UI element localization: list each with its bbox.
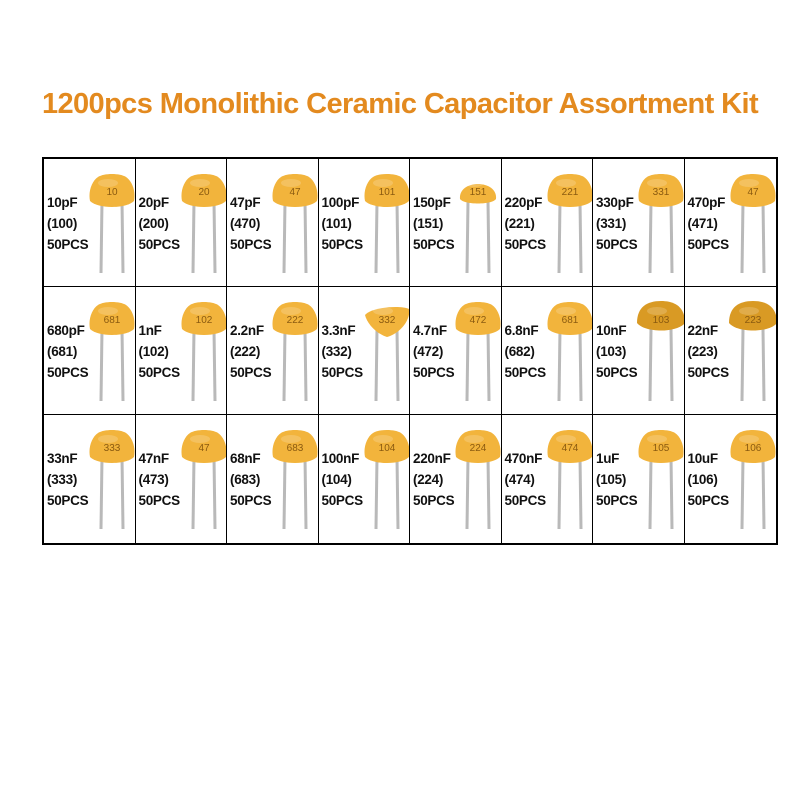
capacitor-code: (105) (596, 472, 627, 487)
capacitance-value: 10pF (47, 195, 78, 210)
quantity: 50PCS (138, 365, 180, 380)
capacitor-lead (101, 329, 102, 401)
capacitor-cell (410, 415, 502, 543)
capacitor-lead (214, 201, 215, 273)
capacitor-label (230, 448, 271, 511)
capacitor-image (452, 421, 502, 531)
capacitor-lead (467, 201, 468, 273)
capacitor-cell (136, 415, 228, 543)
capacitor-label (139, 192, 180, 255)
capacitor-lead (376, 201, 377, 273)
capacitor-image (269, 165, 319, 275)
capacitor-lead (376, 329, 377, 401)
capacitor-code: (332) (321, 344, 352, 359)
page-title: 1200pcs Monolithic Ceramic Capacitor Assortment Kit (41, 88, 759, 120)
capacitor-cell (502, 159, 594, 287)
capacitor-code: (106) (687, 472, 718, 487)
capacitance-value: 3.3nF (321, 323, 356, 338)
capacitor-code: (222) (230, 344, 261, 359)
quantity: 50PCS (687, 365, 729, 380)
capacitor-lead (214, 457, 215, 529)
capacitor-code: (471) (687, 216, 718, 231)
capacitor-cell (410, 287, 502, 415)
capacitor-lead (397, 457, 398, 529)
capacitor-lead (376, 457, 377, 529)
capacitor-cell (44, 159, 136, 287)
capacitor-cell (319, 415, 411, 543)
capacitor-lead (214, 329, 215, 401)
capacitor-code: (473) (138, 472, 169, 487)
capacitor-image (86, 421, 136, 531)
capacitor-label (505, 448, 546, 511)
capacitor-image (635, 165, 685, 275)
capacitor-lead (763, 201, 764, 273)
capacitance-value: 68nF (230, 451, 261, 466)
capacitor-code: (470) (230, 216, 261, 231)
capacitor-cell (319, 159, 411, 287)
capacitor-image (727, 421, 777, 531)
capacitor-image (361, 421, 411, 531)
capacitor-table (42, 157, 778, 545)
capacitor-lead (467, 329, 468, 401)
capacitor-marking: 47 (289, 187, 301, 198)
capacitor-lead (763, 457, 764, 529)
capacitor-marking: 333 (103, 443, 121, 454)
capacitor-cell (593, 287, 685, 415)
capacitor-code: (103) (596, 344, 627, 359)
capacitor-label (139, 448, 180, 511)
capacitor-lead (305, 201, 306, 273)
quantity: 50PCS (321, 493, 363, 508)
capacitor-marking: 101 (378, 187, 395, 198)
capacitor-label (596, 320, 637, 383)
capacitor-lead (671, 329, 672, 401)
capacitor-image (635, 293, 685, 403)
capacitor-lead (284, 329, 285, 401)
capacitor-marking: 221 (561, 187, 578, 198)
capacitance-value: 10nF (596, 323, 627, 338)
capacitor-label (413, 192, 454, 255)
capacitor-code: (682) (504, 344, 535, 359)
capacitance-value: 1nF (138, 323, 162, 338)
capacitor-lead (580, 201, 581, 273)
capacitor-code: (151) (413, 216, 444, 231)
capacitor-cell (136, 159, 228, 287)
capacitor-marking: 106 (744, 443, 761, 454)
quantity: 50PCS (47, 365, 89, 380)
capacitor-code: (221) (504, 216, 535, 231)
capacitor-cell (136, 287, 228, 415)
capacitance-value: 22nF (687, 323, 718, 338)
quantity: 50PCS (321, 365, 363, 380)
capacitor-lead (305, 457, 306, 529)
capacitance-value: 150pF (413, 195, 451, 210)
capacitor-image (452, 293, 502, 403)
capacitance-value: 33nF (47, 451, 78, 466)
capacitance-value: 470pF (687, 195, 726, 210)
quantity: 50PCS (687, 237, 729, 252)
capacitor-code: (474) (504, 472, 535, 487)
capacitor-code: (104) (321, 472, 352, 487)
capacitor-image (269, 421, 319, 531)
capacitor-label (596, 448, 637, 511)
capacitor-lead (284, 457, 285, 529)
capacitor-marking: 683 (286, 443, 304, 454)
capacitor-image (544, 421, 594, 531)
capacitor-lead (397, 201, 398, 273)
capacitor-cell (319, 287, 411, 415)
capacitor-lead (650, 457, 651, 529)
quantity: 50PCS (596, 493, 638, 508)
capacitor-cell (410, 159, 502, 287)
quantity: 50PCS (138, 237, 180, 252)
capacitor-cell (685, 415, 777, 543)
capacitor-code: (683) (230, 472, 261, 487)
capacitor-marking: 472 (469, 315, 487, 326)
capacitor-marking: 222 (286, 315, 304, 326)
capacitor-label (47, 192, 88, 255)
capacitor-lead (671, 457, 672, 529)
capacitor-code: (472) (413, 344, 444, 359)
capacitor-marking: 224 (469, 443, 487, 454)
capacitor-lead (559, 457, 560, 529)
capacitor-marking: 104 (378, 443, 395, 454)
capacitor-image (544, 293, 594, 403)
capacitor-marking: 102 (195, 315, 212, 326)
capacitor-cell (685, 287, 777, 415)
capacitor-marking: 681 (103, 315, 121, 326)
quantity: 50PCS (47, 237, 89, 252)
capacitor-lead (101, 201, 102, 273)
capacitor-code: (100) (47, 216, 78, 231)
capacitor-image (178, 421, 228, 531)
capacitor-label (688, 448, 729, 511)
capacitor-cell (593, 159, 685, 287)
capacitor-lead (193, 329, 194, 401)
capacitor-marking: 331 (652, 187, 670, 198)
quantity: 50PCS (47, 493, 89, 508)
capacitor-marking: 105 (652, 443, 670, 454)
capacitor-code: (681) (47, 344, 78, 359)
capacitor-image (269, 293, 319, 403)
capacitor-lead (193, 201, 194, 273)
capacitor-label (505, 320, 546, 383)
capacitance-value: 47pF (230, 195, 261, 210)
capacitor-marking: 681 (561, 315, 578, 326)
capacitor-image (635, 421, 685, 531)
capacitor-cell (227, 287, 319, 415)
capacitor-label (322, 192, 363, 255)
capacitance-value: 470nF (504, 451, 543, 466)
capacitor-marking: 332 (378, 315, 395, 326)
capacitor-image (452, 165, 502, 275)
capacitor-image (727, 293, 777, 403)
capacitance-value: 10uF (687, 451, 718, 466)
capacitor-lead (742, 201, 743, 273)
capacitor-label (47, 448, 88, 511)
quantity: 50PCS (504, 493, 546, 508)
capacitor-image (178, 293, 228, 403)
capacitor-label (230, 320, 271, 383)
capacitor-lead (488, 457, 489, 529)
quantity: 50PCS (413, 237, 455, 252)
capacitance-value: 680pF (47, 323, 85, 338)
quantity: 50PCS (413, 493, 455, 508)
quantity: 50PCS (687, 493, 729, 508)
capacitor-marking: 474 (561, 443, 578, 454)
capacitor-lead (122, 457, 123, 529)
capacitor-lead (763, 329, 764, 401)
capacitance-value: 4.7nF (413, 323, 447, 338)
capacitor-marking: 103 (652, 315, 670, 326)
capacitor-label (688, 320, 729, 383)
capacitor-image (544, 165, 594, 275)
quantity: 50PCS (230, 237, 272, 252)
capacitor-lead (397, 329, 398, 401)
quantity: 50PCS (230, 493, 272, 508)
capacitor-lead (488, 329, 489, 401)
capacitor-lead (305, 329, 306, 401)
capacitor-lead (580, 329, 581, 401)
capacitance-value: 20pF (138, 195, 169, 210)
capacitance-value: 220pF (504, 195, 543, 210)
quantity: 50PCS (230, 365, 272, 380)
capacitor-label (413, 448, 454, 511)
capacitor-cell (44, 415, 136, 543)
capacitor-label (230, 192, 271, 255)
capacitance-value: 1uF (596, 451, 620, 466)
capacitor-label (413, 320, 454, 383)
capacitor-cell (44, 287, 136, 415)
capacitor-lead (122, 201, 123, 273)
capacitor-code: (223) (687, 344, 718, 359)
capacitor-lead (650, 329, 651, 401)
capacitor-label (505, 192, 546, 255)
capacitor-lead (122, 329, 123, 401)
capacitor-lead (559, 201, 560, 273)
capacitor-lead (742, 457, 743, 529)
capacitor-lead (467, 457, 468, 529)
capacitor-image (178, 165, 228, 275)
capacitor-cell (593, 415, 685, 543)
capacitor-lead (101, 457, 102, 529)
capacitor-label (596, 192, 637, 255)
quantity: 50PCS (596, 237, 638, 252)
capacitor-lead (742, 329, 743, 401)
capacitance-value: 330pF (596, 195, 634, 210)
capacitor-code: (331) (596, 216, 627, 231)
capacitor-label (322, 320, 363, 383)
capacitor-label (139, 320, 180, 383)
capacitor-marking: 10 (106, 187, 118, 198)
capacitance-value: 2.2nF (230, 323, 264, 338)
capacitor-code: (102) (138, 344, 169, 359)
capacitor-lead (193, 457, 194, 529)
capacitor-cell (685, 159, 777, 287)
capacitor-code: (200) (138, 216, 169, 231)
quantity: 50PCS (413, 365, 455, 380)
capacitance-value: 100nF (321, 451, 360, 466)
quantity: 50PCS (504, 237, 546, 252)
quantity: 50PCS (138, 493, 180, 508)
quantity: 50PCS (321, 237, 363, 252)
capacitor-image (86, 165, 136, 275)
capacitor-image (361, 293, 411, 403)
capacitor-lead (650, 201, 651, 273)
quantity: 50PCS (596, 365, 638, 380)
capacitor-marking: 151 (469, 187, 487, 198)
capacitor-code: (333) (47, 472, 78, 487)
capacitor-marking: 223 (744, 315, 761, 326)
capacitor-image (727, 165, 777, 275)
capacitor-marking: 47 (197, 443, 210, 454)
capacitance-value: 100pF (321, 195, 360, 210)
capacitor-lead (284, 201, 285, 273)
capacitor-lead (559, 329, 560, 401)
capacitor-cell (227, 159, 319, 287)
capacitor-marking: 20 (197, 187, 210, 198)
capacitor-cell (502, 287, 594, 415)
capacitor-cell (227, 415, 319, 543)
capacitor-lead (580, 457, 581, 529)
capacitor-label (322, 448, 363, 511)
capacitance-value: 6.8nF (504, 323, 539, 338)
capacitor-label (47, 320, 88, 383)
capacitor-cell (502, 415, 594, 543)
capacitor-code: (101) (321, 216, 352, 231)
capacitor-code: (224) (413, 472, 444, 487)
capacitor-lead (671, 201, 672, 273)
quantity: 50PCS (504, 365, 546, 380)
capacitor-lead (488, 201, 489, 273)
capacitor-image (361, 165, 411, 275)
capacitor-marking: 47 (746, 187, 759, 198)
capacitor-image (86, 293, 136, 403)
capacitance-value: 220nF (413, 451, 451, 466)
capacitance-value: 47nF (138, 451, 169, 466)
capacitor-label (688, 192, 729, 255)
